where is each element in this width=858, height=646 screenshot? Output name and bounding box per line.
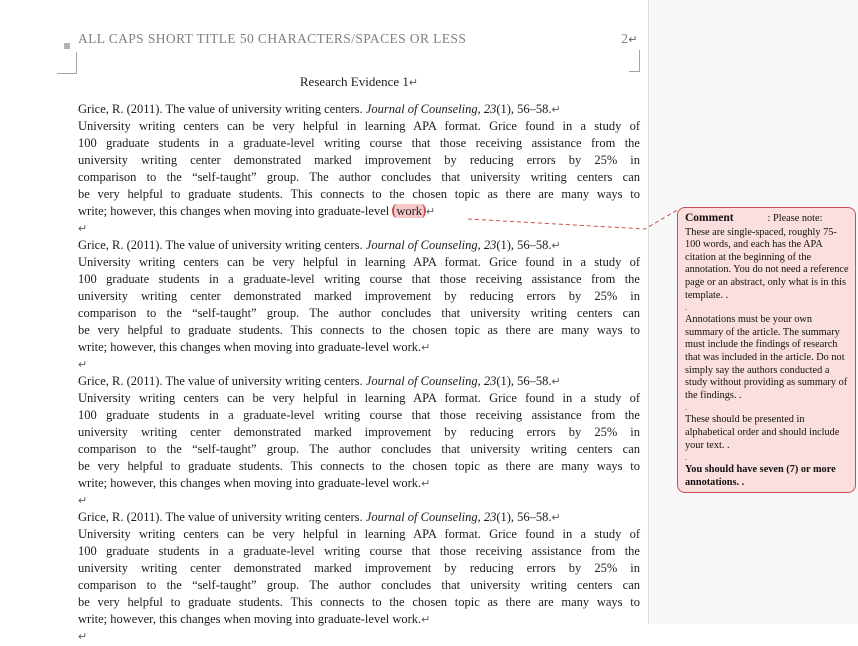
running-header	[78, 31, 638, 47]
body-line: University writing centers can be very helpful in learning APA format. Grice found in a study of	[78, 119, 640, 133]
annotation-paragraph	[78, 509, 640, 645]
comment-paragraph: .	[685, 453, 687, 463]
pilcrow-mark: ↵	[78, 631, 88, 643]
journal-title-italic: Journal of Counseling, 23	[365, 238, 497, 252]
comment-body	[685, 227, 849, 490]
body-line: University writing centers can be very helpful in learning APA format. Grice found in a study of	[78, 255, 640, 269]
citation-line: Grice, R. (2011). The value of university writing centers. Journal of Counseling, 23(1), 56–58.↵	[78, 238, 561, 252]
pilcrow-mark: ↵	[78, 495, 88, 507]
page-markup-separator	[648, 0, 649, 624]
empty-paragraph-line	[78, 492, 640, 509]
journal-title-italic: Journal of Counseling, 23	[365, 374, 497, 388]
body-line: 100 graduate students in a graduate-level writing course that those receiving assistance from the	[78, 544, 640, 558]
body-line: University writing centers can be very helpful in learning APA format. Grice found in a study of	[78, 527, 640, 541]
annotation-paragraph	[78, 237, 640, 373]
final-line: write; however, this changes when moving into graduate-level work.↵	[78, 612, 431, 626]
body-line: 100 graduate students in a graduate-level writing course that those receiving assistance from the	[78, 408, 640, 422]
body-line: comparison to the “self-taught” group. The author concludes that university writing centers can	[78, 170, 640, 184]
comment-anchor-highlight[interactable]: work	[392, 204, 426, 218]
body-line: be very helpful to graduate students. This connects to the chosen topic as there are many ways to	[78, 595, 640, 609]
final-line: write; however, this changes when moving into graduate-level work.↵	[78, 476, 431, 490]
body-line: comparison to the “self-taught” group. The author concludes that university writing centers can	[78, 578, 640, 592]
comment-paragraph: You should have seven (7) or more annotations. .	[685, 464, 836, 488]
pilcrow-mark: ↵	[551, 376, 561, 388]
comment-label: Comment	[685, 212, 734, 224]
pilcrow-mark: ↵	[78, 359, 88, 371]
pilcrow-mark: ↵	[408, 77, 419, 89]
page-title: Research Evidence 1↵	[299, 74, 419, 89]
comment-paragraph: These should be presented in alphabetical order and should include your text. .	[685, 414, 840, 451]
page-number: 2↵	[621, 31, 638, 46]
pilcrow-mark: ↵	[551, 240, 561, 252]
body-line: be very helpful to graduate students. This connects to the chosen topic as there are many ways to	[78, 323, 640, 337]
body-line: university writing center demonstrated marked improvement by reducing errors by 25% in	[78, 153, 640, 167]
pilcrow-mark: ↵	[551, 104, 561, 116]
final-line: write; however, this changes when moving into graduate-level work.↵	[78, 340, 431, 354]
pilcrow-mark: ↵	[628, 34, 638, 46]
body-line: 100 graduate students in a graduate-level writing course that those receiving assistance from the	[78, 272, 640, 286]
running-head-text: ALL CAPS SHORT TITLE 50 CHARACTERS/SPACES OR LESS	[78, 31, 467, 46]
body-line: university writing center demonstrated marked improvement by reducing errors by 25% in	[78, 425, 640, 439]
annotation-paragraph	[78, 373, 640, 509]
citation-line: Grice, R. (2011). The value of university writing centers. Journal of Counseling, 23(1), 56–58.↵	[78, 374, 561, 388]
final-line: write; however, this changes when moving into graduate-level work ↵	[78, 204, 436, 218]
empty-paragraph-line	[78, 628, 640, 645]
journal-title-italic: Journal of Counseling, 23	[365, 102, 497, 116]
comment-paragraph: These are single-spaced, roughly 75-100 words, and each has the APA citation at the beginning of the annotation. You do not need a reference page or an abstract, only what is in this template. .	[685, 226, 849, 301]
anchor-square-mark	[64, 43, 70, 49]
pilcrow-mark: ↵	[421, 342, 431, 354]
body-line: comparison to the “self-taught” group. The author concludes that university writing centers can	[78, 442, 640, 456]
crop-mark-right	[629, 50, 640, 72]
comment-paragraph: Annotations must be your own summary of the article. The summary must include the findings of research that was included in the article. Do not simply say the authors conducted a study without providing as summary of the findings. .	[685, 314, 848, 401]
comment-header	[685, 212, 849, 226]
body-line: be very helpful to graduate students. This connects to the chosen topic as there are many ways to	[78, 187, 640, 201]
empty-paragraph-line	[78, 356, 640, 373]
citation-line: Grice, R. (2011). The value of university writing centers. Journal of Counseling, 23(1), 56–58.↵	[78, 510, 561, 524]
body-line: 100 graduate students in a graduate-level writing course that those receiving assistance from the	[78, 136, 640, 150]
body-line: be very helpful to graduate students. This connects to the chosen topic as there are many ways to	[78, 459, 640, 473]
body-line: university writing center demonstrated marked improvement by reducing errors by 25% in	[78, 561, 640, 575]
pilcrow-mark: ↵	[426, 206, 436, 218]
pilcrow-mark: ↵	[78, 223, 88, 235]
body-line: comparison to the “self-taught” group. The author concludes that university writing centers can	[78, 306, 640, 320]
pilcrow-mark: ↵	[421, 478, 431, 490]
comment-connector-line	[455, 203, 685, 235]
comment-balloon[interactable]	[677, 207, 856, 493]
body-line: University writing centers can be very helpful in learning APA format. Grice found in a study of	[78, 391, 640, 405]
comment-paragraph: .	[685, 303, 687, 313]
comment-paragraph: .	[685, 403, 687, 413]
document-body	[78, 101, 640, 645]
pilcrow-mark: ↵	[551, 512, 561, 524]
comment-after-label: : Please note:	[767, 213, 823, 224]
journal-title-italic: Journal of Counseling, 23	[365, 510, 497, 524]
body-line: university writing center demonstrated marked improvement by reducing errors by 25% in	[78, 289, 640, 303]
citation-line: Grice, R. (2011). The value of university writing centers. Journal of Counseling, 23(1), 56–58.↵	[78, 102, 561, 116]
crop-mark-left	[57, 52, 77, 74]
pilcrow-mark: ↵	[421, 614, 431, 626]
